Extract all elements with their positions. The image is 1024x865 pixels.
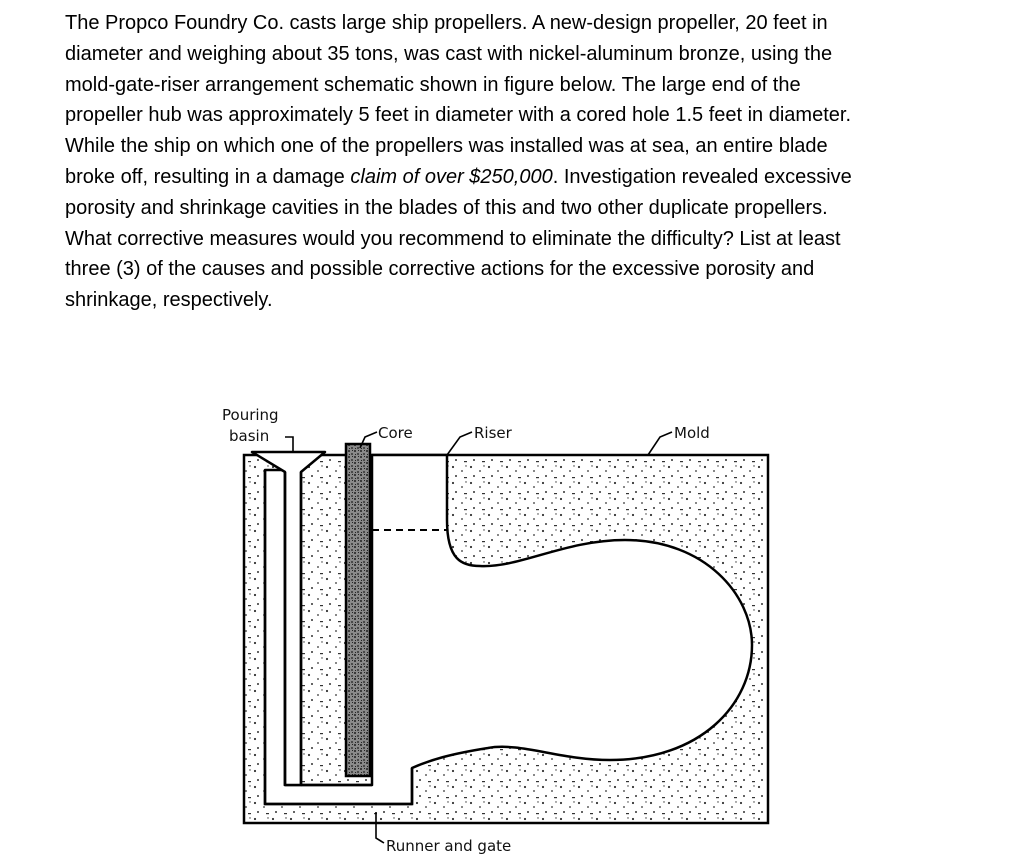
problem-line-2: diameter and weighing about 35 tons, was cast with nickel-aluminum bronze, using the — [65, 42, 833, 65]
mold-leader — [648, 432, 672, 455]
riser-leader — [447, 432, 472, 455]
problem-line-9: three (3) of the causes and possible corrective actions for the excessive porosity and — [65, 258, 815, 281]
problem-line-10: shrinkage, respectively. — [65, 289, 273, 312]
core — [346, 444, 370, 776]
problem-line-1: The Propco Foundry Co. casts large ship propellers. A new-design propeller, 20 feet in — [65, 12, 828, 34]
pouring-basin-leader — [285, 437, 293, 452]
problem-line-7: porosity and shrinkage cavities in the blades of this and two other duplicate propellers. — [65, 196, 828, 219]
riser-label: Riser — [474, 424, 512, 442]
mold-label: Mold — [674, 424, 710, 442]
pouring-basin-label-line-2: basin — [229, 427, 270, 445]
problem-line-8: What corrective measures would you recommend to eliminate the difficulty? List at least — [65, 227, 841, 250]
core-label: Core — [378, 424, 413, 442]
problem-line-4: propeller hub was approximately 5 feet in diameter with a cored hole 1.5 feet in diameter. — [65, 104, 851, 127]
damage-claim-amount: claim of over $250,000 — [350, 165, 553, 188]
problem-line-5: While the ship on which one of the propellers was installed was at sea, an entire blade — [65, 135, 828, 158]
pouring-basin-label-line-1: Pouring — [222, 406, 279, 424]
runner-and-gate-label: Runner and gate — [386, 837, 512, 855]
line-6-text-after: . Investigation revealed excessive — [552, 165, 852, 188]
line-6-text-before: broke off, resulting in a damage — [65, 165, 351, 188]
problem-line-3: mold-gate-riser arrangement schematic shown in figure below. The large end of the — [65, 73, 801, 96]
